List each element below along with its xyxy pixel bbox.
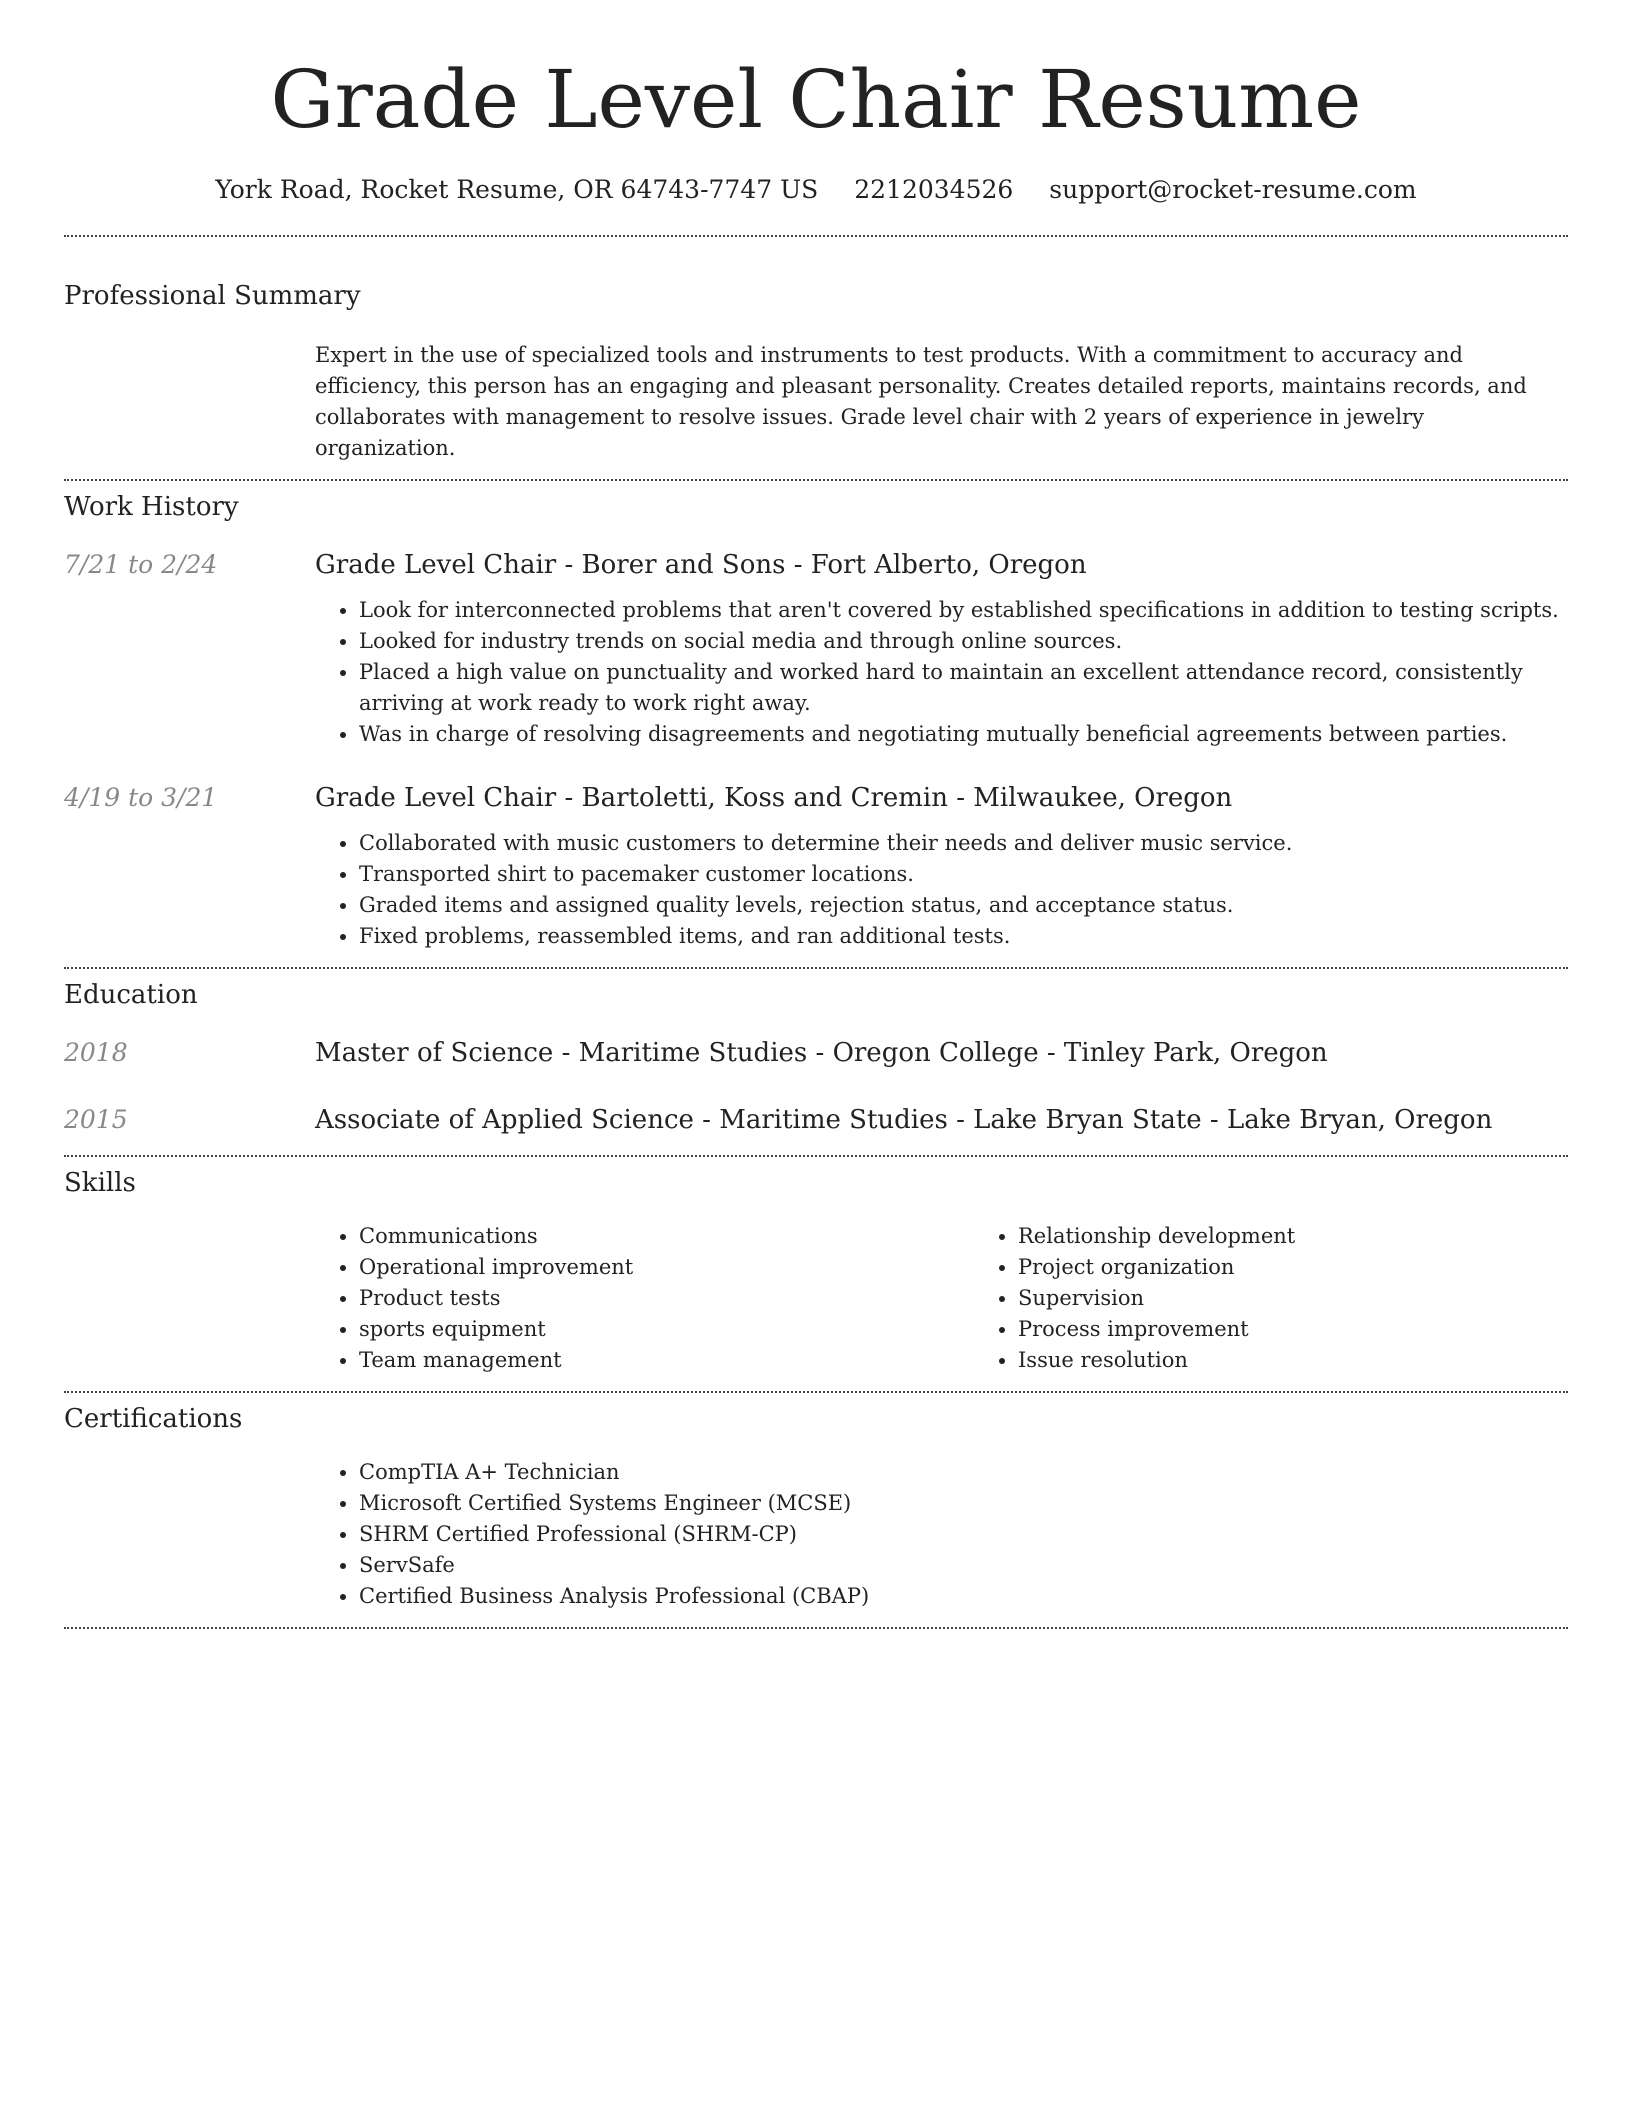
certifications-list bbox=[315, 1457, 1568, 1612]
skill-item: • Project organization bbox=[1018, 1252, 1568, 1283]
work-heading: Work History bbox=[64, 492, 239, 522]
job-details bbox=[315, 549, 1568, 750]
summary-content bbox=[315, 340, 1568, 464]
job-bullet: • Collaborated with music customers to determine their needs and deliver music service. bbox=[359, 828, 1568, 859]
job-heading: Grade Level Chair - Bartoletti, Koss and Cremin - Milwaukee, Oregon bbox=[315, 783, 1233, 813]
summary-row bbox=[64, 340, 1568, 464]
work-section bbox=[64, 481, 1568, 952]
skill-item: • Relationship development bbox=[1018, 1221, 1568, 1252]
certification-item: • ServSafe bbox=[359, 1550, 1568, 1581]
skill-item: • Product tests bbox=[359, 1283, 974, 1314]
education-year: 2015 bbox=[64, 1105, 128, 1134]
education-heading-text: Master of Science - Maritime Studies - Oregon College - Tinley Park, Oregon bbox=[315, 1038, 1328, 1068]
job-bullets bbox=[315, 595, 1568, 750]
education-section bbox=[64, 969, 1568, 1136]
skill-item: • sports equipment bbox=[359, 1314, 974, 1345]
contact-email: support@rocket-resume.com bbox=[1049, 175, 1417, 204]
contact-phone: 2212034526 bbox=[854, 175, 1014, 204]
certifications-heading: Certifications bbox=[64, 1404, 243, 1434]
job-heading: Grade Level Chair - Borer and Sons - Fort Alberto, Oregon bbox=[315, 550, 1087, 580]
job-bullets bbox=[315, 828, 1568, 952]
certification-item: • CompTIA A+ Technician bbox=[359, 1457, 1568, 1488]
job-bullet: • Fixed problems, reassembled items, and ran additional tests. bbox=[359, 921, 1568, 952]
job-dates: 4/19 to 3/21 bbox=[64, 783, 218, 812]
job-dates: 7/21 to 2/24 bbox=[64, 550, 218, 579]
education-heading-text: Associate of Applied Science - Maritime Studies - Lake Bryan State - Lake Bryan, Oregon bbox=[315, 1105, 1493, 1135]
certifications-section bbox=[64, 1393, 1568, 1612]
job-bullet: • Transported shirt to pacemaker customer locations. bbox=[359, 859, 1568, 890]
certifications-row bbox=[64, 1457, 1568, 1612]
job-bullet: • Graded items and assigned quality levels, rejection status, and acceptance status. bbox=[359, 890, 1568, 921]
job-entry bbox=[64, 549, 1568, 750]
skills-section bbox=[64, 1157, 1568, 1376]
summary-heading: Professional Summary bbox=[64, 281, 361, 311]
education-entry bbox=[64, 1104, 1568, 1136]
summary-text: Expert in the use of specialized tools and instruments to test products. With a commitment to accuracy and efficiency, this person has an engaging and pleasant personality. Creates detailed reports, maintains records, and collaborates with management to resolve issues. Grade level chair with 2 years of experience in jewelry organization. bbox=[315, 343, 1527, 460]
job-bullet: • Look for interconnected problems that aren't covered by established specifications in addition to testing scripts. bbox=[359, 595, 1568, 626]
job-bullet: • Looked for industry trends on social media and through online sources. bbox=[359, 626, 1568, 657]
certification-item: • SHRM Certified Professional (SHRM-CP) bbox=[359, 1519, 1568, 1550]
job-bullet: • Was in charge of resolving disagreements and negotiating mutually beneficial agreements between parties. bbox=[359, 719, 1568, 750]
skills-list-right bbox=[974, 1221, 1568, 1376]
education-details bbox=[315, 1104, 1568, 1136]
summary-section bbox=[64, 237, 1568, 464]
skills-row bbox=[64, 1221, 1568, 1376]
resume-title: Grade Level Chair Resume bbox=[270, 53, 1362, 146]
skill-item: • Operational improvement bbox=[359, 1252, 974, 1283]
resume-header bbox=[64, 0, 1568, 206]
skill-item: • Process improvement bbox=[1018, 1314, 1568, 1345]
certifications-divider bbox=[64, 1627, 1568, 1629]
skills-columns bbox=[315, 1221, 1568, 1376]
job-details bbox=[315, 782, 1568, 952]
education-heading: Education bbox=[64, 980, 198, 1010]
job-entry bbox=[64, 782, 1568, 952]
certification-item: • Certified Business Analysis Professional (CBAP) bbox=[359, 1581, 1568, 1612]
skill-item: • Team management bbox=[359, 1345, 974, 1376]
education-details bbox=[315, 1037, 1568, 1069]
skill-item: • Supervision bbox=[1018, 1283, 1568, 1314]
job-bullet: • Placed a high value on punctuality and worked hard to maintain an excellent attendance record, consistently arriving at work ready to work right away. bbox=[359, 657, 1568, 719]
certifications-content bbox=[315, 1457, 1568, 1612]
education-entry bbox=[64, 1037, 1568, 1069]
skills-heading: Skills bbox=[64, 1168, 136, 1198]
skill-item: • Issue resolution bbox=[1018, 1345, 1568, 1376]
skill-item: • Communications bbox=[359, 1221, 974, 1252]
education-year: 2018 bbox=[64, 1038, 128, 1067]
skills-list-left bbox=[315, 1221, 974, 1376]
contact-address: York Road, Rocket Resume, OR 64743-7747 US bbox=[215, 175, 819, 204]
contact-line bbox=[64, 174, 1568, 206]
certification-item: • Microsoft Certified Systems Engineer (MCSE) bbox=[359, 1488, 1568, 1519]
